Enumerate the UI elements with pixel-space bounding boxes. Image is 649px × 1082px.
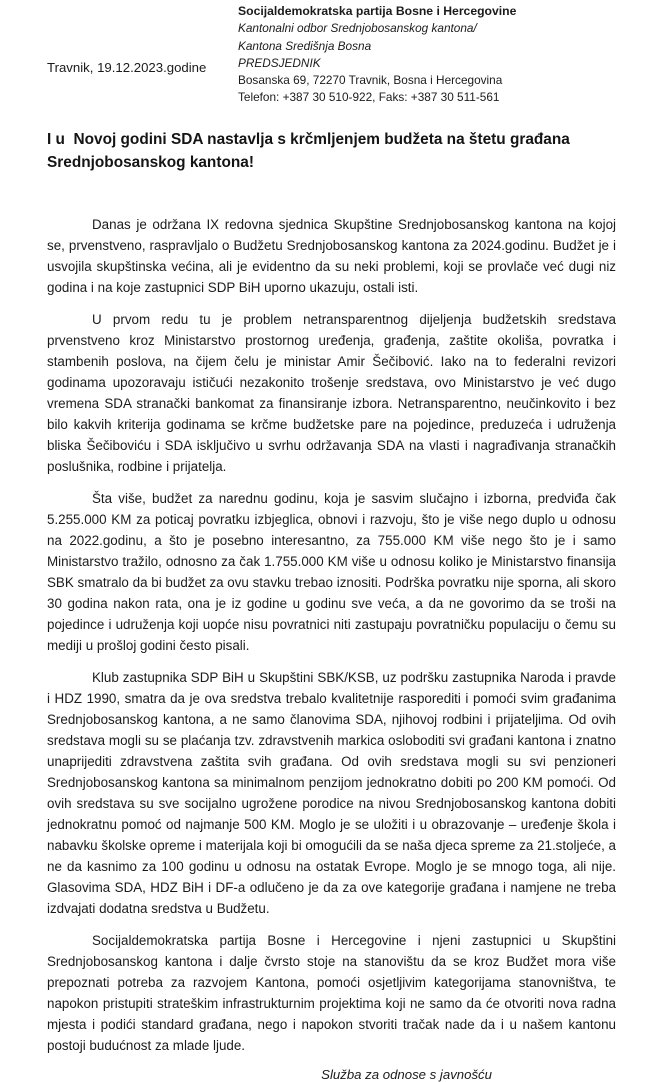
body-paragraph: U prvom redu tu je problem netransparentnog dijeljenja budžetskih sredstava prvenstveno kroz Ministarstvo prostornog uređenja, građenja, zaštite okoliša, povratka i stambenih poslova, na čijem čelu je ministar Amir Šečibović. Iako na to federalni revizori godinama upozoravaju ističući nezakonito trošenje sredstava, ovo Ministarstvo je već dugo vremena SDA stranački bankomat za finansiranje izbora. Netransparentno, neučinkovito i bez bilo kakvih kriterija godinama se krčme budžetske pare na pojedince, preduzeća i udruženja bliska Šečiboviću i SDA isključivo u svrhu održavanja SDA na vlasti i nagrađivanja stranačkih poslušnika, rodbine i prijatelja. xyxy=(47,312,616,474)
org-address: Bosanska 69, 72270 Travnik, Bosna i Hercegovina xyxy=(238,73,503,88)
body-paragraph: Šta više, budžet za narednu godinu, koja je sasvim slučajno i izborna, predviđa čak 5.255.000 KM za poticaj povratku izbjeglica, obnovi i razvoju, što je više nego duplo u odnosu na 2022.godinu, a što je posebno interesantno, za 755.000 KM više nego što je i samo Ministarstvo tražilo, odnosno za čak 1.755.000 KM više u odnosu koliko je Ministarstvo finansija SBK smatralo da bi budžet za ovu stavku trebao iznositi. Podrška povratku nije sporna, ali skoro 30 godina nakon rata, ona je iz godine u godinu sve veća, a da ne govorimo da se troši na pojedince i udruženja koji uopće nisu povratnici niti zastupaju povratničku populaciju o čemu su mediji u prošloj godini često pisali. xyxy=(47,491,616,653)
org-block xyxy=(238,3,616,107)
org-unit-line-2: Kantona Središnja Bosna xyxy=(238,38,372,53)
body-paragraph: Klub zastupnika SDP BiH u Skupštini SBK/KSB, uz podršku zastupnika Naroda i pravde i HDZ 1990, smatra da je ova sredstva trebalo kvalitetnije rasporediti i pomoći svim građanima Srednjobosanskog kantona, a ne samo članovima SDA, njihovoj rodbini i prijateljima. Od ovih sredstava mogli su se plaćanja tzv. zdravstvenih markica osloboditi svi građani kantona i znatno unaprijediti zdravstvena zaštita svih građana. Od ovih sredstava mogli su svi penzioneri Srednjobosanskog kantona sa minimalnom penzijom jednokratno dobiti po 200 KM pomoći. Od ovih sredstava su sve socijalno ugrožene porodice na nivou Srednjobosanskog kantona dobiti jednokratnu pomoć od najmanje 500 KM. Moglo je se uložiti i u obrazovanje – uređenje škola i nabavku školske opreme i materijala koji bi omogućili da se naša djeca spreme za 21.stoljeće, a ne da kasnimo za 100 godinu u odnosu na ostatak Evrope. Moglo je se mnogo toga, ali nije. Glasovima SDA, HDZ BiH i DF-a odlučeno je da za ove kategorije građana i namjene ne treba izdvajati dodatna sredstva u Budžetu. xyxy=(47,670,616,916)
page-title: I u Novoj godini SDA nastavlja s krčmljenjem budžeta na štetu građana Srednjobosanskog kantona! xyxy=(47,131,575,171)
document-body xyxy=(47,214,616,1056)
body-paragraph: Socijaldemokratska partija Bosne i Hercegovine i njeni zastupnici u Skupštini Srednjobosanskog kantona i dalje čvrsto stoje na stanovištu da se kroz Budžet mora više prepoznati potreba za razvojem Kantona, pomoći osjetljivim kategorijama stanovništva, te napokon pristupiti strateškim infrastrukturnim projektima koji ne samo da će otvoriti nova radna mjesta i podići standard građana, nego i napokon stvoriti tračak nade da i u našem kantonu postoji budućnost za mlade ljude. xyxy=(47,933,616,1053)
signature-line: Služba za odnose s javnošću xyxy=(321,1067,492,1082)
body-paragraph: Danas je održana IX redovna sjednica Skupštine Srednjobosanskog kantona na kojoj se, prvenstveno, raspravljalo o Budžetu Srednjobosanskog kantona za 2024.godinu. Budžet je i usvojila skupštinska većina, ali je evidentno da su neki problemi, koji se provlače već dugi niz godina i na koje zastupnici SDP BiH uporno ukazuju, ostali isti. xyxy=(47,217,616,295)
org-role: PREDSJEDNIK xyxy=(238,55,321,70)
org-phone: Telefon: +387 30 510-922, Faks: +387 30 511-561 xyxy=(238,90,500,105)
org-unit-line-1: Kantonalni odbor Srednjobosanskog kantona/ xyxy=(238,21,477,36)
letterhead xyxy=(47,3,616,107)
dateline: Travnik, 19.12.2023.godine xyxy=(47,60,207,75)
org-name: Socijaldemokratska partija Bosne i Hercegovine xyxy=(238,4,517,18)
